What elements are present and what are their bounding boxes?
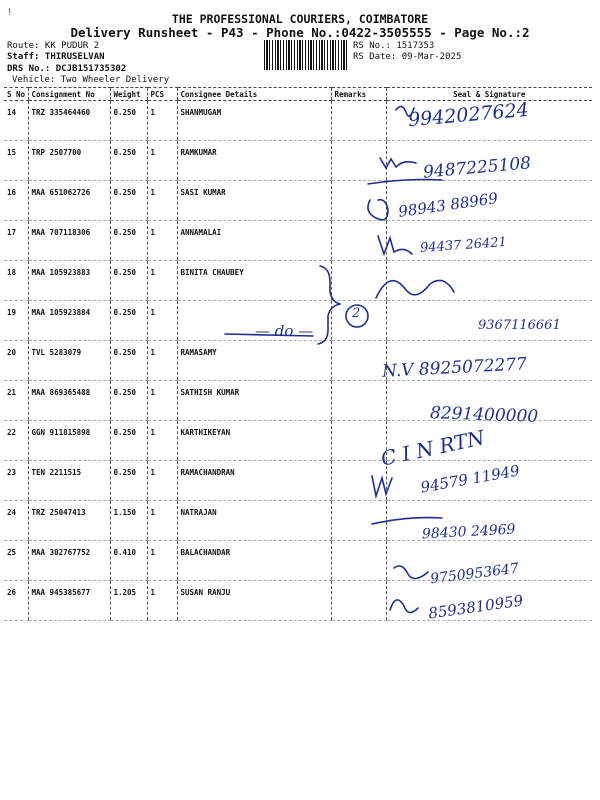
- remarks-cell: [331, 341, 386, 381]
- consignee-cell: SUSAN RANJU: [177, 581, 331, 621]
- pcs-cell: 1: [147, 221, 177, 261]
- consignment-cell: MAA 105923884: [28, 301, 110, 341]
- weight-cell: 0.250: [110, 181, 147, 221]
- pcs-cell: 1: [147, 541, 177, 581]
- remarks-cell: [331, 181, 386, 221]
- remarks-cell: [331, 581, 386, 621]
- col-signature: Seal & Signature: [386, 88, 592, 101]
- consignment-cell: TRZ 25047413: [28, 501, 110, 541]
- remarks-cell: [331, 141, 386, 181]
- weight-cell: 1.205: [110, 581, 147, 621]
- consignee-cell: BALACHANDAR: [177, 541, 331, 581]
- sno-cell: 20: [4, 341, 28, 381]
- remarks-cell: [331, 421, 386, 461]
- remarks-cell: [331, 461, 386, 501]
- consignment-cell: TVL 5283079: [28, 341, 110, 381]
- remarks-cell: [331, 261, 386, 301]
- handwritten-phone-25: 9750953647: [429, 560, 520, 588]
- pcs-cell: 1: [147, 501, 177, 541]
- pcs-cell: 1: [147, 381, 177, 421]
- weight-cell: 0.410: [110, 541, 147, 581]
- consignment-cell: MAA 869365488: [28, 381, 110, 421]
- handwritten-phone-26: 8593810959: [427, 591, 525, 623]
- company-title: THE PROFESSIONAL COURIERS, COIMBATORE: [171, 12, 429, 26]
- handwritten-phone-15: 9487225108: [422, 153, 532, 183]
- sno-cell: 23: [4, 461, 28, 501]
- circled-count: 2: [352, 306, 361, 321]
- drs-label: DRS No.: DCJB151735302: [7, 64, 127, 74]
- rs-number: RS No.: 1517353: [353, 41, 435, 51]
- corner-mark: !: [7, 8, 13, 18]
- runsheet-subtitle: Delivery Runsheet - P43 - Phone No.:0422-3505555 - Page No.:2: [70, 25, 530, 40]
- table-header-row: [4, 88, 592, 101]
- consignee-cell: KARTHIKEYAN: [177, 421, 331, 461]
- consignee-cell: BINITA CHAUBEY: [177, 261, 331, 301]
- sno-cell: 26: [4, 581, 28, 621]
- handwritten-note-22: C I N RTN: [378, 425, 487, 471]
- pcs-cell: 1: [147, 461, 177, 501]
- sno-cell: 18: [4, 261, 28, 301]
- handwritten-phone-19: 9367116661: [478, 318, 561, 333]
- col-remarks: Remarks: [331, 88, 386, 101]
- handwritten-phone-23: 94579 11949: [419, 461, 522, 497]
- remarks-cell: [331, 541, 386, 581]
- staff-label: Staff: THIRUSELVAN: [7, 52, 105, 62]
- pcs-cell: 1: [147, 141, 177, 181]
- remarks-cell: [331, 381, 386, 421]
- remarks-cell: [331, 221, 386, 261]
- handwritten-phone-16: 98943 88969: [397, 189, 499, 221]
- consignment-cell: TRZ 335464460: [28, 101, 110, 141]
- handwritten-phone-21: 8291400000: [429, 403, 539, 427]
- signature-cell: [386, 261, 592, 301]
- consignee-cell: RAMASAMY: [177, 341, 331, 381]
- barcode: [264, 40, 348, 70]
- consignee-cell: SATHISH KUMAR: [177, 381, 331, 421]
- consignee-cell: ANNAMALAI: [177, 221, 331, 261]
- sno-cell: 15: [4, 141, 28, 181]
- col-weight: Weight: [110, 88, 147, 101]
- sno-cell: 25: [4, 541, 28, 581]
- sno-cell: 14: [4, 101, 28, 141]
- table-row: [4, 261, 592, 301]
- weight-cell: 0.250: [110, 101, 147, 141]
- sno-cell: 17: [4, 221, 28, 261]
- weight-cell: 0.250: [110, 381, 147, 421]
- consignee-cell: RAMKUMAR: [177, 141, 331, 181]
- sno-cell: 16: [4, 181, 28, 221]
- handwritten-phone-20: N.V 8925072277: [381, 354, 528, 382]
- weight-cell: 0.250: [110, 221, 147, 261]
- consignment-cell: MAA 302767752: [28, 541, 110, 581]
- consignment-cell: GGN 911815898: [28, 421, 110, 461]
- weight-cell: 0.250: [110, 301, 147, 341]
- weight-cell: 0.250: [110, 141, 147, 181]
- weight-cell: 0.250: [110, 421, 147, 461]
- rs-date: RS Date: 09-Mar-2025: [353, 52, 462, 62]
- sno-cell: 19: [4, 301, 28, 341]
- pcs-cell: 1: [147, 421, 177, 461]
- consignment-cell: MAA 651062726: [28, 181, 110, 221]
- table-row: [4, 181, 592, 221]
- weight-cell: 0.250: [110, 461, 147, 501]
- weight-cell: 0.250: [110, 261, 147, 301]
- pcs-cell: 1: [147, 301, 177, 341]
- vehicle-label: Vehicle: Two Wheeler Delivery: [12, 75, 170, 85]
- pcs-cell: 1: [147, 341, 177, 381]
- table-row: [4, 421, 592, 461]
- consignment-cell: MAA 707118306: [28, 221, 110, 261]
- sno-cell: 21: [4, 381, 28, 421]
- weight-cell: 0.250: [110, 341, 147, 381]
- pcs-cell: 1: [147, 101, 177, 141]
- consignee-cell: RAMACHANDRAN: [177, 461, 331, 501]
- handwritten-ditto: — do —: [255, 322, 314, 340]
- route-label: Route: KK PUDUR 2: [7, 41, 100, 51]
- col-consignee: Consignee Details: [177, 88, 331, 101]
- pcs-cell: 1: [147, 581, 177, 621]
- col-pcs: PCS: [147, 88, 177, 101]
- remarks-cell: [331, 501, 386, 541]
- consignment-cell: TEN 2211515: [28, 461, 110, 501]
- col-consignment: Consignment No: [28, 88, 110, 101]
- handwritten-phone-17: 94437 26421: [419, 234, 508, 257]
- consignee-cell: SASI KUMAR: [177, 181, 331, 221]
- consignment-cell: MAA 105923883: [28, 261, 110, 301]
- handwritten-phone-24: 98430 24969: [421, 521, 516, 543]
- consignment-cell: TRP 2507700: [28, 141, 110, 181]
- pcs-cell: 1: [147, 261, 177, 301]
- sno-cell: 24: [4, 501, 28, 541]
- col-sno: S No: [4, 88, 28, 101]
- weight-cell: 1.150: [110, 501, 147, 541]
- consignee-cell: SHANMUGAM: [177, 101, 331, 141]
- remarks-cell: [331, 101, 386, 141]
- handwritten-phone-14: 9942027624: [407, 98, 530, 132]
- sno-cell: 22: [4, 421, 28, 461]
- pcs-cell: 1: [147, 181, 177, 221]
- consignee-cell: NATRAJAN: [177, 501, 331, 541]
- consignment-cell: MAA 945385677: [28, 581, 110, 621]
